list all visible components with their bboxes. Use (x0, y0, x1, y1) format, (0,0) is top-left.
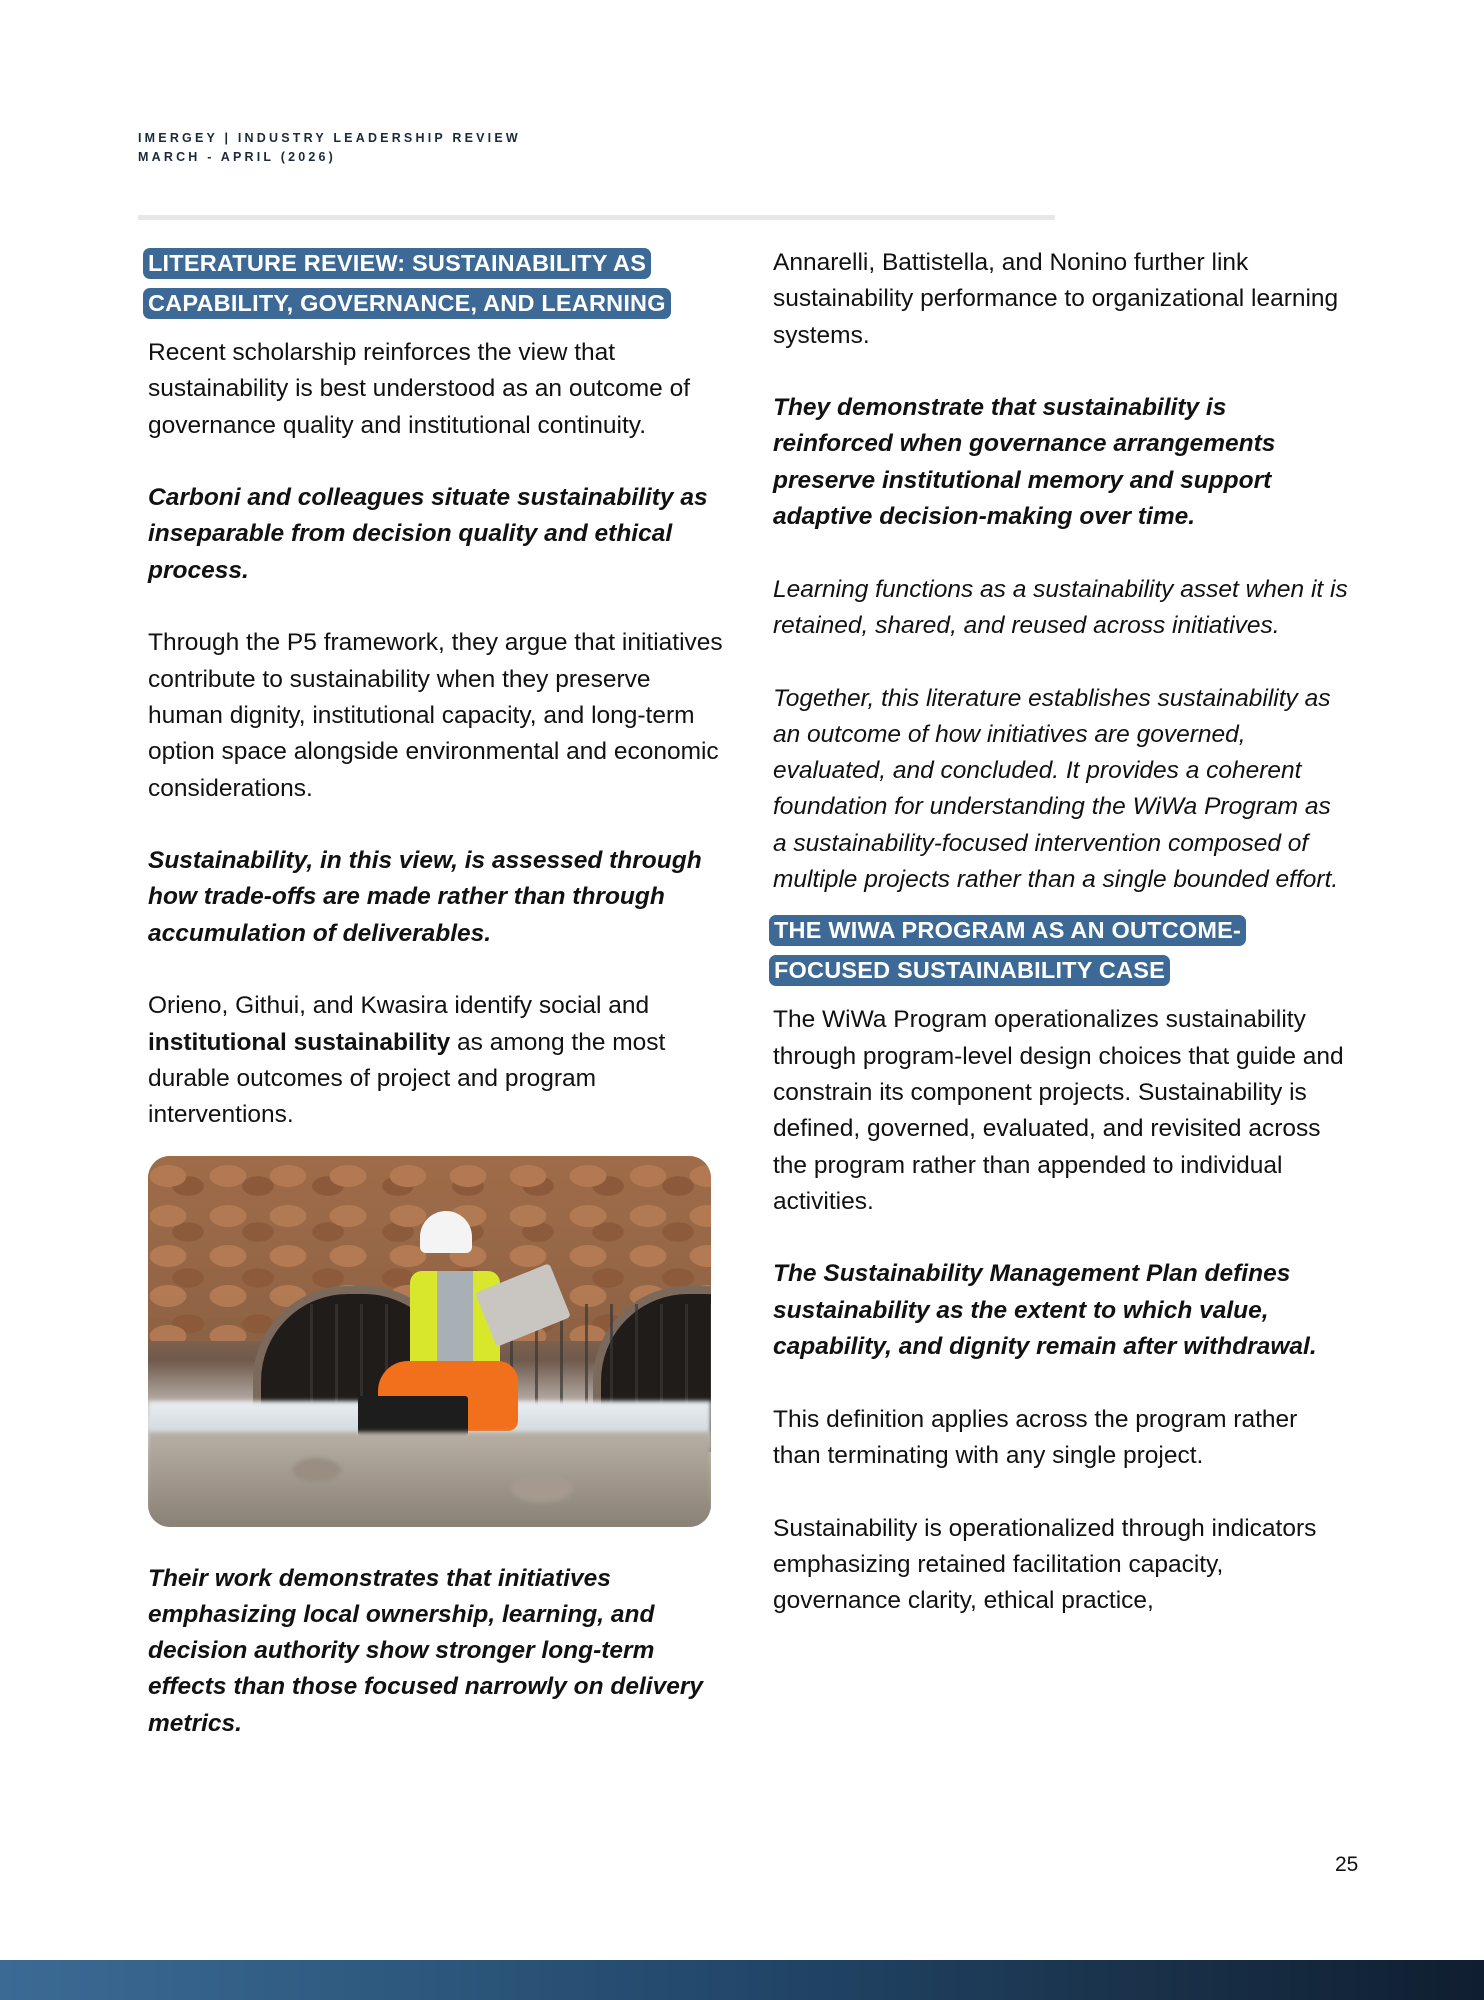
paragraph: The WiWa Program operationalizes sustainability through program-level design choices that guide and constrain its component projects. Sustainability is defined, governed, evaluated, and revisited across the program rather than appended to individual activities. (773, 1006, 1344, 1215)
paragraph-emphasis: The Sustainability Management Plan defines sustainability as the extent to which value, capability, and dignity remain after withdrawal. (773, 1260, 1317, 1361)
photo-equipment-box (358, 1396, 468, 1436)
left-column (143, 245, 723, 1778)
bold-term: institutional sustainability (148, 1028, 451, 1056)
footer-gradient-bar (0, 1960, 1484, 2000)
paragraph: Annarelli, Battistella, and Nonino further link sustainability performance to organizational learning systems. (773, 249, 1339, 349)
article-photo (148, 1156, 711, 1527)
section-heading-wiwa-program: THE WIWA PROGRAM AS AN OUTCOME-FOCUSED SUSTAINABILITY CASE (769, 915, 1246, 986)
header-divider (138, 215, 1055, 220)
paragraph-emphasis: Carboni and colleagues situate sustainability as inseparable from decision quality and ethical process. (148, 484, 708, 584)
photo-rocks (148, 1432, 711, 1527)
issue-date: MARCH - APRIL (2026) (138, 150, 337, 164)
publication-title: IMERGEY | INDUSTRY LEADERSHIP REVIEW (138, 131, 521, 145)
masthead (138, 129, 521, 167)
paragraph-emphasis: Sustainability, in this view, is assessed through how trade-offs are made rather than through accumulation of deliverables. (148, 847, 702, 947)
text-run: Orieno, Githui, and Kwasira identify social and (148, 992, 650, 1020)
section-heading-literature-review: LITERATURE REVIEW: SUSTAINABILITY AS CAPABILITY, GOVERNANCE, AND LEARNING (143, 248, 671, 319)
paragraph: Through the P5 framework, they argue that initiatives contribute to sustainability when they preserve human dignity, institutional capacity, and long-term option space alongside environmental and economic considerations. (148, 629, 723, 802)
paragraph-italic: Learning functions as a sustainability asset when it is retained, shared, and reused across initiatives. (773, 575, 1348, 639)
paragraph: Recent scholarship reinforces the view that sustainability is best understood as an outcome of governance quality and institutional continuity. (148, 339, 691, 439)
paragraph-italic: Together, this literature establishes sustainability as an outcome of how initiatives are governed, evaluated, and concluded. It provides a coherent foundation for understanding the WiWa Program as a sustainability-focused intervention composed of multiple projects rather than a single bounded effort. (773, 684, 1339, 894)
paragraph: This definition applies across the program rather than terminating with any single project. (773, 1405, 1298, 1469)
paragraph: Sustainability is operationalized through indicators emphasizing retained facilitation capacity, governance clarity, ethical practice, (773, 1514, 1317, 1615)
paragraph-mixed (148, 988, 723, 1133)
text-run: as among the most durable outcomes of project and program interventions. (148, 1028, 666, 1129)
page-number: 25 (1335, 1853, 1359, 1876)
paragraph-emphasis: Their work demonstrates that initiatives emphasizing local ownership, learning, and decision authority show stronger long-term effects than those focused narrowly on delivery metrics. (148, 1564, 704, 1737)
right-column (769, 245, 1349, 1619)
paragraph-emphasis: They demonstrate that sustainability is reinforced when governance arrangements preserve institutional memory and support adaptive decision-making over time. (773, 394, 1276, 531)
